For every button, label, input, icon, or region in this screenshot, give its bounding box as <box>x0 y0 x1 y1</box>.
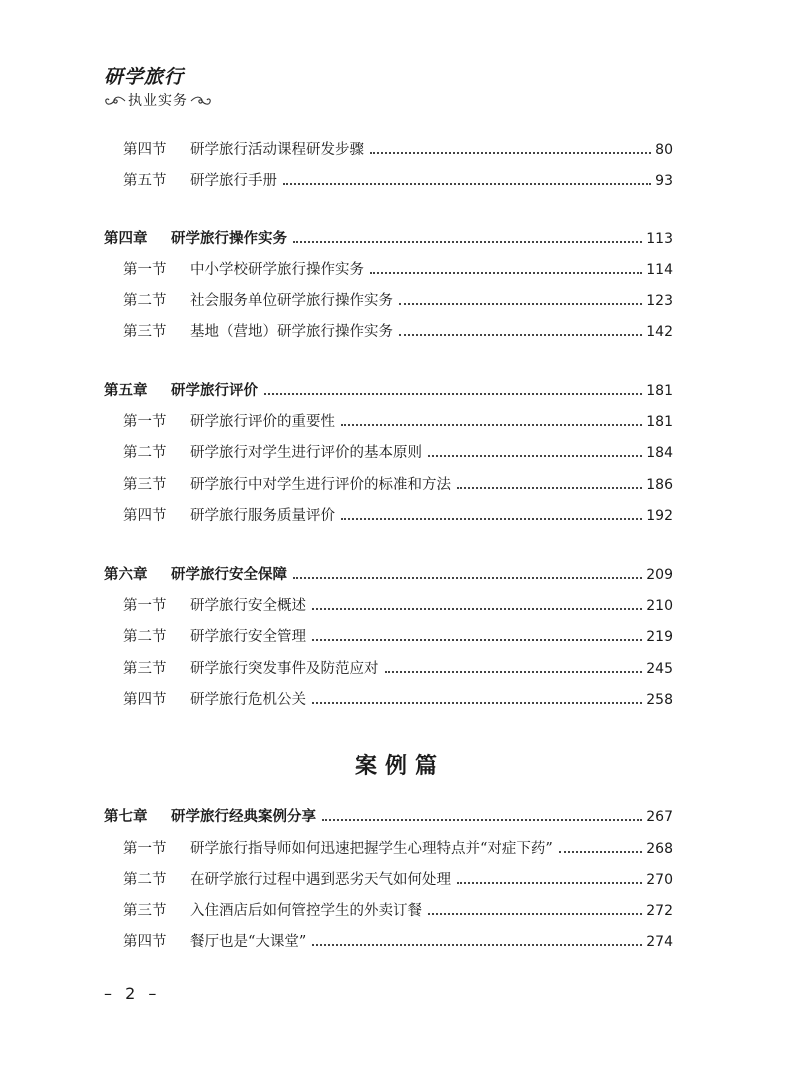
dot-leader <box>312 608 642 610</box>
entry-page: 274 <box>646 934 673 950</box>
entry-page: 270 <box>646 872 673 888</box>
entry-title: 研学旅行安全概述 <box>190 598 306 614</box>
dot-leader <box>264 393 642 395</box>
entry-title: 研学旅行突发事件及防范应对 <box>190 661 379 677</box>
chapter-number: 第五章 <box>104 383 148 399</box>
dot-leader <box>399 303 642 305</box>
entry-page: 245 <box>646 661 673 677</box>
dot-leader <box>341 424 642 426</box>
entry-title: 研学旅行中对学生进行评价的标准和方法 <box>190 477 451 493</box>
toc-entry[interactable] <box>104 900 673 922</box>
entry-number: 第三节 <box>123 661 167 677</box>
dot-leader <box>283 183 651 185</box>
toc-entry[interactable] <box>104 505 673 527</box>
entry-title: 基地（营地）研学旅行操作实务 <box>190 324 393 340</box>
toc-entry[interactable] <box>104 595 673 617</box>
dot-leader <box>559 851 642 853</box>
chapter-number: 第六章 <box>104 567 148 583</box>
toc-entry[interactable] <box>104 838 673 860</box>
toc-entry[interactable] <box>104 474 673 496</box>
entry-title: 研学旅行安全管理 <box>190 629 306 645</box>
entry-title: 研学旅行活动课程研发步骤 <box>190 142 364 158</box>
toc-entry[interactable] <box>104 626 673 648</box>
entry-title: 研学旅行危机公关 <box>190 692 306 708</box>
entry-title: 研学旅行评价的重要性 <box>190 414 335 430</box>
entry-number: 第二节 <box>123 872 167 888</box>
chapter-number: 第七章 <box>104 809 148 825</box>
dot-leader <box>385 671 643 673</box>
entry-page: 268 <box>646 841 673 857</box>
toc-entry[interactable] <box>104 931 673 953</box>
entry-page: 209 <box>646 567 673 583</box>
toc-entry[interactable] <box>104 139 673 161</box>
entry-title: 餐厅也是“大课堂” <box>190 934 307 950</box>
dot-leader <box>399 334 642 336</box>
part-heading: 案例篇 <box>354 753 445 779</box>
entry-title: 研学旅行指导师如何迅速把握学生心理特点并“对症下药” <box>190 841 553 857</box>
entry-number: 第一节 <box>123 414 167 430</box>
entry-title: 研学旅行服务质量评价 <box>190 508 335 524</box>
entry-number: 第二节 <box>123 629 167 645</box>
entry-number: 第二节 <box>123 445 167 461</box>
chapter-title: 研学旅行评价 <box>171 383 258 399</box>
entry-page: 142 <box>646 324 673 340</box>
dot-leader <box>312 639 642 641</box>
toc-entry[interactable] <box>104 290 673 312</box>
toc-entry[interactable] <box>104 321 673 343</box>
entry-number: 第四节 <box>123 508 167 524</box>
toc-entry[interactable] <box>104 170 673 192</box>
entry-title: 研学旅行对学生进行评价的基本原则 <box>190 445 422 461</box>
entry-number: 第一节 <box>123 841 167 857</box>
book-subtitle: 执业实务 <box>128 93 188 109</box>
entry-number: 第一节 <box>123 262 167 278</box>
dot-leader <box>312 702 642 704</box>
dot-leader <box>293 241 642 243</box>
entry-number: 第三节 <box>123 903 167 919</box>
chapter-title: 研学旅行操作实务 <box>171 231 287 247</box>
book-title: 研学旅行 <box>104 66 185 88</box>
toc-entry[interactable] <box>104 658 673 680</box>
left-flourish-icon <box>104 95 126 107</box>
entry-page: 219 <box>646 629 673 645</box>
entry-title: 中小学校研学旅行操作实务 <box>190 262 364 278</box>
dot-leader <box>322 819 642 821</box>
entry-page: 267 <box>646 809 673 825</box>
chapter-number: 第四章 <box>104 231 148 247</box>
toc-entry[interactable] <box>104 689 673 711</box>
entry-title: 在研学旅行过程中遇到恶劣天气如何处理 <box>190 872 451 888</box>
dot-leader <box>293 577 642 579</box>
entry-number: 第一节 <box>123 598 167 614</box>
entry-number: 第三节 <box>123 477 167 493</box>
entry-page: 80 <box>655 142 673 158</box>
toc-chapter[interactable] <box>104 564 673 586</box>
entry-page: 184 <box>646 445 673 461</box>
toc-entry[interactable] <box>104 442 673 464</box>
dot-leader <box>428 913 642 915</box>
entry-page: 181 <box>646 414 673 430</box>
entry-page: 113 <box>646 231 673 247</box>
chapter-title: 研学旅行安全保障 <box>171 567 287 583</box>
chapter-title: 研学旅行经典案例分享 <box>171 809 316 825</box>
entry-page: 123 <box>646 293 673 309</box>
entry-page: 181 <box>646 383 673 399</box>
toc-entry[interactable] <box>104 259 673 281</box>
toc-entry[interactable] <box>104 869 673 891</box>
toc-chapter[interactable] <box>104 380 673 402</box>
entry-number: 第三节 <box>123 324 167 340</box>
toc-entry[interactable] <box>104 411 673 433</box>
dot-leader <box>341 518 642 520</box>
dot-leader <box>370 152 651 154</box>
running-header <box>104 66 212 110</box>
entry-number: 第四节 <box>123 142 167 158</box>
dot-leader <box>312 944 642 946</box>
dot-leader <box>370 272 642 274</box>
entry-page: 114 <box>646 262 673 278</box>
entry-number: 第四节 <box>123 692 167 708</box>
entry-page: 186 <box>646 477 673 493</box>
entry-title: 研学旅行手册 <box>190 173 277 189</box>
entry-page: 210 <box>646 598 673 614</box>
entry-title: 社会服务单位研学旅行操作实务 <box>190 293 393 309</box>
toc-chapter[interactable] <box>104 806 673 828</box>
right-flourish-icon <box>190 95 212 107</box>
dot-leader <box>428 455 642 457</box>
entry-number: 第二节 <box>123 293 167 309</box>
toc-chapter[interactable] <box>104 228 673 250</box>
page-number: – 2 – <box>104 984 161 1003</box>
entry-page: 93 <box>655 173 673 189</box>
entry-number: 第四节 <box>123 934 167 950</box>
dot-leader <box>457 882 642 884</box>
entry-number: 第五节 <box>123 173 167 189</box>
dot-leader <box>457 487 642 489</box>
running-subtitle <box>104 92 212 110</box>
entry-page: 258 <box>646 692 673 708</box>
entry-page: 272 <box>646 903 673 919</box>
entry-page: 192 <box>646 508 673 524</box>
entry-title: 入住酒店后如何管控学生的外卖订餐 <box>190 903 422 919</box>
